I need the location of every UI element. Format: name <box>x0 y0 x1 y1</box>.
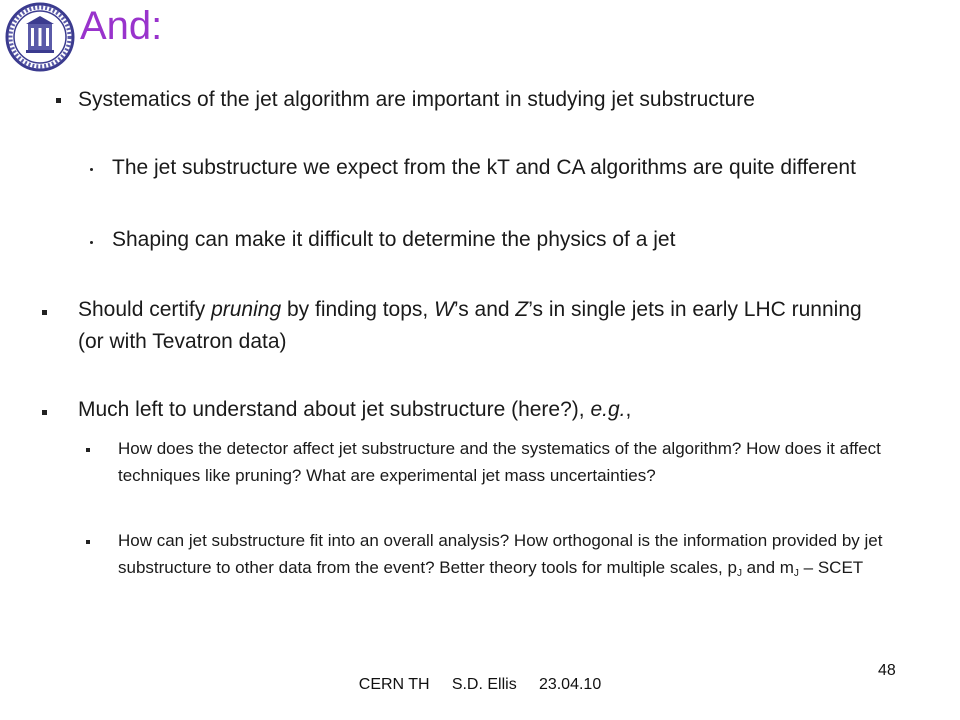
bullet-jet-algorithm-systematics: Systematics of the jet algorithm are important in studying jet substructure <box>78 88 755 111</box>
bullet-dot-icon <box>90 241 93 244</box>
text-run: ’s in single jets in early LHC running (or with Tevatron data) <box>78 298 862 353</box>
bullet-square-icon <box>86 448 90 452</box>
bullet-much-left <box>78 394 878 426</box>
slide-title: And: <box>80 4 163 48</box>
subscript-j: J <box>793 568 799 579</box>
subbullet-detector-effects: How does the detector affect jet substructure and the systematics of the algorithm? How does it affect techniques like pruning? What are experimental jet mass uncertainties? <box>118 439 881 485</box>
text-run: Should certify <box>78 298 212 321</box>
bullet-square-icon <box>86 540 90 544</box>
emphasis-z: Z <box>515 298 529 321</box>
emphasis-w: W <box>434 298 454 321</box>
emphasis-eg: e.g. <box>590 398 626 421</box>
bullet-square-icon <box>56 98 61 103</box>
text-run: How can jet substructure fit into an overall analysis? How orthogonal is the information provided by jet substructure to other data from the event? Better theory tools for multiple scales, p <box>118 531 883 577</box>
text-run: Much left to understand about jet substructure (here?), <box>78 398 591 421</box>
text-run: by finding tops, <box>281 298 435 321</box>
university-seal-logo <box>4 2 76 72</box>
text-run: ’s and <box>453 298 516 321</box>
subbullet-kt-ca-difference: The jet substructure we expect from the kT and CA algorithms are quite different <box>112 156 856 179</box>
subbullet-shaping: Shaping can make it difficult to determine the physics of a jet <box>112 228 676 251</box>
slide-footer: CERN TH S.D. Ellis 23.04.10 <box>358 676 602 693</box>
page-number: 48 <box>878 662 896 679</box>
bullet-square-icon <box>42 310 47 315</box>
subscript-j: J <box>736 568 742 579</box>
text-run: , <box>625 398 632 421</box>
subbullet-overall-analysis <box>118 527 888 587</box>
emphasis-pruning: pruning <box>211 298 282 321</box>
bullet-certify-pruning <box>78 294 878 358</box>
bullet-dot-icon <box>90 168 93 171</box>
bullet-square-icon <box>42 410 47 415</box>
text-run: – SCET <box>798 558 864 577</box>
text-run: and m <box>741 558 794 577</box>
